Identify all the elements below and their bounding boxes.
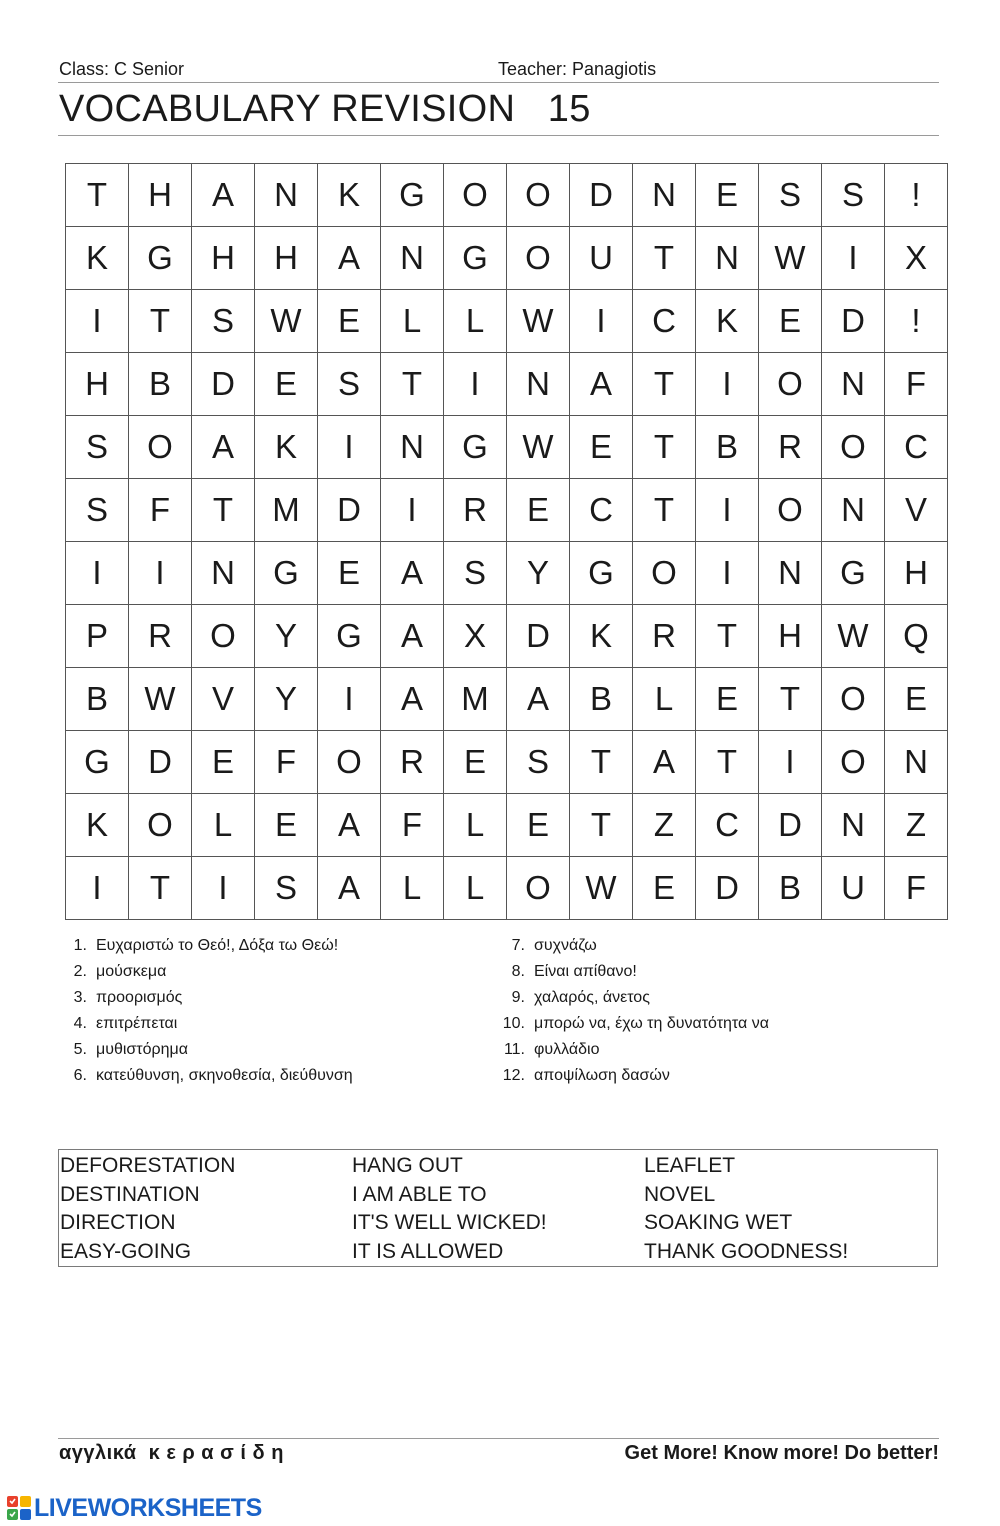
grid-cell[interactable]: X — [885, 227, 948, 290]
grid-cell[interactable]: A — [570, 353, 633, 416]
clue-list-right — [492, 933, 769, 1089]
grid-row — [66, 164, 948, 227]
grid-cell[interactable]: G — [66, 731, 129, 794]
grid-cell[interactable]: L — [444, 857, 507, 920]
liveworksheets-logo-icon — [6, 1495, 32, 1521]
grid-cell[interactable]: T — [570, 794, 633, 857]
word-search-grid — [65, 163, 948, 920]
grid-cell[interactable]: E — [192, 731, 255, 794]
grid-cell[interactable]: T — [381, 353, 444, 416]
word-bank-item: IT'S WELL WICKED! — [352, 1211, 547, 1234]
grid-cell[interactable]: D — [822, 290, 885, 353]
grid-cell[interactable]: C — [633, 290, 696, 353]
grid-cell[interactable]: L — [192, 794, 255, 857]
footer-teacher-name: αγγλικά κ ε ρ α σ ί δ η — [59, 1442, 284, 1464]
clue-number: 4. — [73, 1015, 87, 1032]
grid-cell[interactable]: T — [66, 164, 129, 227]
grid-cell[interactable]: F — [885, 353, 948, 416]
grid-cell[interactable]: K — [696, 290, 759, 353]
grid-cell[interactable]: N — [381, 416, 444, 479]
clue-number: 3. — [73, 989, 87, 1006]
grid-cell[interactable]: S — [759, 164, 822, 227]
grid-row — [66, 290, 948, 353]
grid-cell[interactable]: S — [255, 857, 318, 920]
grid-cell[interactable]: A — [318, 794, 381, 857]
clue-item — [60, 933, 353, 959]
grid-cell[interactable]: I — [66, 290, 129, 353]
grid-cell[interactable]: E — [507, 794, 570, 857]
grid-cell[interactable]: I — [444, 353, 507, 416]
grid-cell[interactable]: O — [507, 164, 570, 227]
grid-cell[interactable]: E — [444, 731, 507, 794]
grid-cell[interactable]: I — [66, 857, 129, 920]
grid-row — [66, 479, 948, 542]
grid-cell[interactable]: D — [570, 164, 633, 227]
grid-row — [66, 353, 948, 416]
grid-cell[interactable]: A — [192, 164, 255, 227]
grid-cell[interactable]: T — [129, 857, 192, 920]
grid-cell[interactable]: S — [66, 416, 129, 479]
grid-cell[interactable]: Y — [255, 605, 318, 668]
grid-cell[interactable]: D — [507, 605, 570, 668]
grid-cell[interactable]: D — [759, 794, 822, 857]
grid-cell[interactable]: G — [822, 542, 885, 605]
grid-cell[interactable]: I — [759, 731, 822, 794]
clue-number: 9. — [511, 989, 525, 1006]
grid-cell[interactable]: N — [633, 164, 696, 227]
grid-cell[interactable]: I — [696, 353, 759, 416]
grid-cell[interactable]: F — [885, 857, 948, 920]
grid-cell[interactable]: W — [822, 605, 885, 668]
grid-cell[interactable]: H — [192, 227, 255, 290]
grid-cell[interactable]: S — [192, 290, 255, 353]
grid-cell[interactable]: G — [444, 416, 507, 479]
grid-cell[interactable]: C — [570, 479, 633, 542]
grid-cell[interactable]: A — [381, 542, 444, 605]
grid-cell[interactable]: D — [318, 479, 381, 542]
grid-cell[interactable]: H — [255, 227, 318, 290]
clue-item — [60, 1063, 353, 1089]
grid-cell[interactable]: E — [633, 857, 696, 920]
grid-cell[interactable]: I — [570, 290, 633, 353]
grid-cell[interactable]: Z — [633, 794, 696, 857]
grid-row — [66, 542, 948, 605]
grid-cell[interactable]: O — [822, 416, 885, 479]
grid-cell[interactable]: N — [822, 353, 885, 416]
grid-cell[interactable]: E — [885, 668, 948, 731]
grid-cell[interactable]: T — [570, 731, 633, 794]
grid-cell[interactable]: O — [633, 542, 696, 605]
grid-row — [66, 668, 948, 731]
clue-number: 5. — [73, 1041, 87, 1058]
grid-cell[interactable]: I — [318, 668, 381, 731]
grid-cell[interactable]: O — [507, 857, 570, 920]
grid-cell[interactable]: K — [318, 164, 381, 227]
grid-cell[interactable]: T — [696, 605, 759, 668]
grid-row — [66, 416, 948, 479]
grid-cell[interactable]: O — [759, 479, 822, 542]
clue-text: συχνάζω — [534, 937, 597, 954]
grid-cell[interactable]: L — [444, 290, 507, 353]
clue-list-left — [60, 933, 353, 1089]
grid-cell[interactable]: W — [129, 668, 192, 731]
grid-cell[interactable]: B — [696, 416, 759, 479]
grid-cell[interactable]: A — [192, 416, 255, 479]
grid-cell[interactable]: I — [822, 227, 885, 290]
grid-cell[interactable]: C — [696, 794, 759, 857]
grid-cell[interactable]: H — [66, 353, 129, 416]
grid-cell[interactable]: Y — [507, 542, 570, 605]
grid-cell[interactable]: E — [696, 164, 759, 227]
grid-cell[interactable]: A — [381, 668, 444, 731]
word-bank — [58, 1149, 938, 1267]
grid-cell[interactable]: B — [129, 353, 192, 416]
clue-text: κατεύθυνση, σκηνοθεσία, διεύθυνση — [96, 1067, 353, 1084]
clue-number: 1. — [73, 937, 87, 954]
grid-cell[interactable]: ! — [885, 164, 948, 227]
grid-cell[interactable]: O — [129, 416, 192, 479]
grid-cell[interactable]: R — [759, 416, 822, 479]
grid-cell[interactable]: C — [885, 416, 948, 479]
grid-cell[interactable]: E — [696, 668, 759, 731]
grid-cell[interactable]: R — [129, 605, 192, 668]
grid-cell[interactable]: T — [192, 479, 255, 542]
grid-row — [66, 227, 948, 290]
grid-cell[interactable]: E — [507, 479, 570, 542]
clue-text: αποψίλωση δασών — [534, 1067, 670, 1084]
word-bank-item: LEAFLET — [644, 1154, 736, 1177]
grid-row — [66, 857, 948, 920]
grid-cell[interactable]: S — [66, 479, 129, 542]
grid-cell[interactable]: E — [318, 542, 381, 605]
grid-cell[interactable]: W — [570, 857, 633, 920]
grid-cell[interactable]: N — [255, 164, 318, 227]
grid-cell[interactable]: I — [318, 416, 381, 479]
grid-cell[interactable]: G — [381, 164, 444, 227]
clue-text: προορισμός — [96, 989, 183, 1006]
grid-cell[interactable]: G — [570, 542, 633, 605]
brand-name: LIVEWORKSHEETS — [34, 1493, 262, 1522]
grid-cell[interactable]: B — [66, 668, 129, 731]
grid-cell[interactable]: I — [129, 542, 192, 605]
word-bank-item: DIRECTION — [60, 1211, 176, 1234]
grid-cell[interactable]: K — [570, 605, 633, 668]
grid-cell[interactable]: I — [192, 857, 255, 920]
grid-cell[interactable]: R — [381, 731, 444, 794]
clue-item — [60, 1011, 353, 1037]
clue-number: 10. — [502, 1015, 525, 1032]
grid-cell[interactable]: H — [759, 605, 822, 668]
teacher-label: Teacher: Panagiotis — [498, 59, 657, 79]
grid-cell[interactable]: M — [444, 668, 507, 731]
clue-number: 12. — [502, 1067, 525, 1084]
header-divider-top — [58, 82, 939, 83]
grid-cell[interactable]: A — [507, 668, 570, 731]
word-bank-item: SOAKING WET — [644, 1211, 793, 1234]
grid-cell[interactable]: T — [633, 353, 696, 416]
grid-cell[interactable]: E — [318, 290, 381, 353]
grid-cell[interactable]: N — [381, 227, 444, 290]
grid-cell[interactable]: A — [318, 857, 381, 920]
grid-cell[interactable]: B — [570, 668, 633, 731]
grid-cell[interactable]: Z — [885, 794, 948, 857]
grid-row — [66, 794, 948, 857]
clue-item — [492, 1037, 769, 1063]
clue-number: 11. — [503, 1041, 525, 1058]
clue-item — [492, 1063, 769, 1089]
clue-item — [60, 1037, 353, 1063]
grid-cell[interactable]: F — [255, 731, 318, 794]
word-bank-item: EASY-GOING — [60, 1239, 192, 1263]
grid-cell[interactable]: W — [759, 227, 822, 290]
clue-text: Ευχαριστώ το Θεό!, Δόξα τω Θεώ! — [96, 937, 339, 954]
grid-cell[interactable]: I — [66, 542, 129, 605]
grid-cell[interactable]: V — [192, 668, 255, 731]
word-bank-item: IT IS ALLOWED — [352, 1239, 504, 1263]
grid-cell[interactable]: R — [444, 479, 507, 542]
grid-cell[interactable]: M — [255, 479, 318, 542]
grid-cell[interactable]: O — [822, 731, 885, 794]
clue-item — [492, 1011, 769, 1037]
word-bank-column — [352, 1152, 547, 1266]
grid-cell[interactable]: O — [444, 164, 507, 227]
grid-cell[interactable]: E — [255, 353, 318, 416]
grid-cell[interactable]: L — [444, 794, 507, 857]
footer-divider — [58, 1438, 939, 1439]
grid-cell[interactable]: G — [318, 605, 381, 668]
grid-cell[interactable]: K — [66, 794, 129, 857]
header-divider-bottom — [58, 135, 939, 136]
clue-number: 6. — [73, 1067, 87, 1084]
footer-slogan: Get More! Know more! Do better! — [624, 1442, 939, 1464]
grid-cell[interactable]: O — [822, 668, 885, 731]
grid-cell[interactable]: Y — [255, 668, 318, 731]
grid-cell[interactable]: B — [759, 857, 822, 920]
grid-cell[interactable]: N — [885, 731, 948, 794]
grid-cell[interactable]: K — [255, 416, 318, 479]
clue-text: Είναι απίθανο! — [534, 963, 637, 980]
grid-cell[interactable]: Q — [885, 605, 948, 668]
grid-cell[interactable]: R — [633, 605, 696, 668]
grid-cell[interactable]: D — [696, 857, 759, 920]
grid-cell[interactable]: U — [822, 857, 885, 920]
grid-cell[interactable]: S — [444, 542, 507, 605]
grid-cell[interactable]: K — [66, 227, 129, 290]
grid-cell[interactable]: E — [570, 416, 633, 479]
grid-cell[interactable]: N — [822, 794, 885, 857]
grid-cell[interactable]: H — [885, 542, 948, 605]
grid-cell[interactable]: W — [507, 290, 570, 353]
clue-item — [60, 959, 353, 985]
clue-item — [492, 933, 769, 959]
grid-cell[interactable]: W — [255, 290, 318, 353]
grid-cell[interactable]: T — [696, 731, 759, 794]
grid-cell[interactable]: F — [129, 479, 192, 542]
grid-cell[interactable]: D — [129, 731, 192, 794]
grid-cell[interactable]: E — [255, 794, 318, 857]
liveworksheets-brand[interactable] — [6, 1492, 262, 1524]
grid-cell[interactable]: T — [759, 668, 822, 731]
word-bank-item: DEFORESTATION — [60, 1154, 236, 1177]
grid-cell[interactable]: I — [696, 479, 759, 542]
grid-cell[interactable]: D — [192, 353, 255, 416]
grid-cell[interactable]: X — [444, 605, 507, 668]
grid-cell[interactable]: N — [822, 479, 885, 542]
clue-text: φυλλάδιο — [534, 1041, 600, 1058]
grid-cell[interactable]: E — [759, 290, 822, 353]
grid-cell[interactable]: F — [381, 794, 444, 857]
grid-cell[interactable]: N — [507, 353, 570, 416]
clue-item — [492, 959, 769, 985]
grid-cell[interactable]: T — [633, 479, 696, 542]
grid-cell[interactable]: G — [129, 227, 192, 290]
grid-cell[interactable]: O — [129, 794, 192, 857]
grid-cell[interactable]: L — [381, 857, 444, 920]
grid-cell[interactable]: G — [444, 227, 507, 290]
grid-cell[interactable]: S — [507, 731, 570, 794]
word-bank-item: DESTINATION — [60, 1182, 200, 1206]
grid-cell[interactable]: A — [633, 731, 696, 794]
grid-cell[interactable]: N — [192, 542, 255, 605]
word-bank-item: I AM ABLE TO — [352, 1182, 487, 1206]
grid-cell[interactable]: P — [66, 605, 129, 668]
word-bank-item: HANG OUT — [352, 1154, 463, 1177]
clue-text: μπορώ να, έχω τη δυνατότητα να — [534, 1015, 769, 1032]
grid-cell[interactable]: U — [570, 227, 633, 290]
grid-cell[interactable]: W — [507, 416, 570, 479]
grid-cell[interactable]: T — [129, 290, 192, 353]
grid-row — [66, 731, 948, 794]
grid-cell[interactable]: S — [822, 164, 885, 227]
grid-cell[interactable]: N — [759, 542, 822, 605]
clue-number: 2. — [73, 963, 87, 980]
grid-cell[interactable]: G — [255, 542, 318, 605]
grid-row — [66, 605, 948, 668]
grid-cell[interactable]: A — [381, 605, 444, 668]
grid-cell[interactable]: V — [885, 479, 948, 542]
clue-text: επιτρέπεται — [96, 1015, 178, 1032]
grid-cell[interactable]: O — [192, 605, 255, 668]
grid-cell[interactable]: I — [696, 542, 759, 605]
grid-cell[interactable]: I — [381, 479, 444, 542]
clue-item — [492, 985, 769, 1011]
grid-cell[interactable]: H — [129, 164, 192, 227]
grid-cell[interactable]: O — [318, 731, 381, 794]
grid-cell[interactable]: A — [318, 227, 381, 290]
grid-cell[interactable]: O — [507, 227, 570, 290]
clue-number: 7. — [511, 937, 525, 954]
word-bank-column — [60, 1152, 235, 1266]
clue-text: μούσκεμα — [96, 963, 167, 980]
grid-cell[interactable]: S — [318, 353, 381, 416]
word-bank-column — [644, 1152, 848, 1266]
class-label: Class: C Senior — [59, 59, 185, 79]
grid-cell[interactable]: L — [381, 290, 444, 353]
clue-text: χαλαρός, άνετος — [534, 989, 650, 1006]
grid-cell[interactable]: T — [633, 227, 696, 290]
grid-cell[interactable]: T — [633, 416, 696, 479]
clue-number: 8. — [511, 963, 525, 980]
grid-cell[interactable]: O — [759, 353, 822, 416]
clue-text: μυθιστόρημα — [96, 1041, 188, 1058]
word-bank-item: NOVEL — [644, 1182, 716, 1206]
page-title: VOCABULARY REVISION 15 — [59, 88, 591, 130]
grid-cell[interactable]: ! — [885, 290, 948, 353]
clue-item — [60, 985, 353, 1011]
grid-cell[interactable]: L — [633, 668, 696, 731]
word-bank-item: THANK GOODNESS! — [644, 1239, 849, 1263]
grid-cell[interactable]: N — [696, 227, 759, 290]
